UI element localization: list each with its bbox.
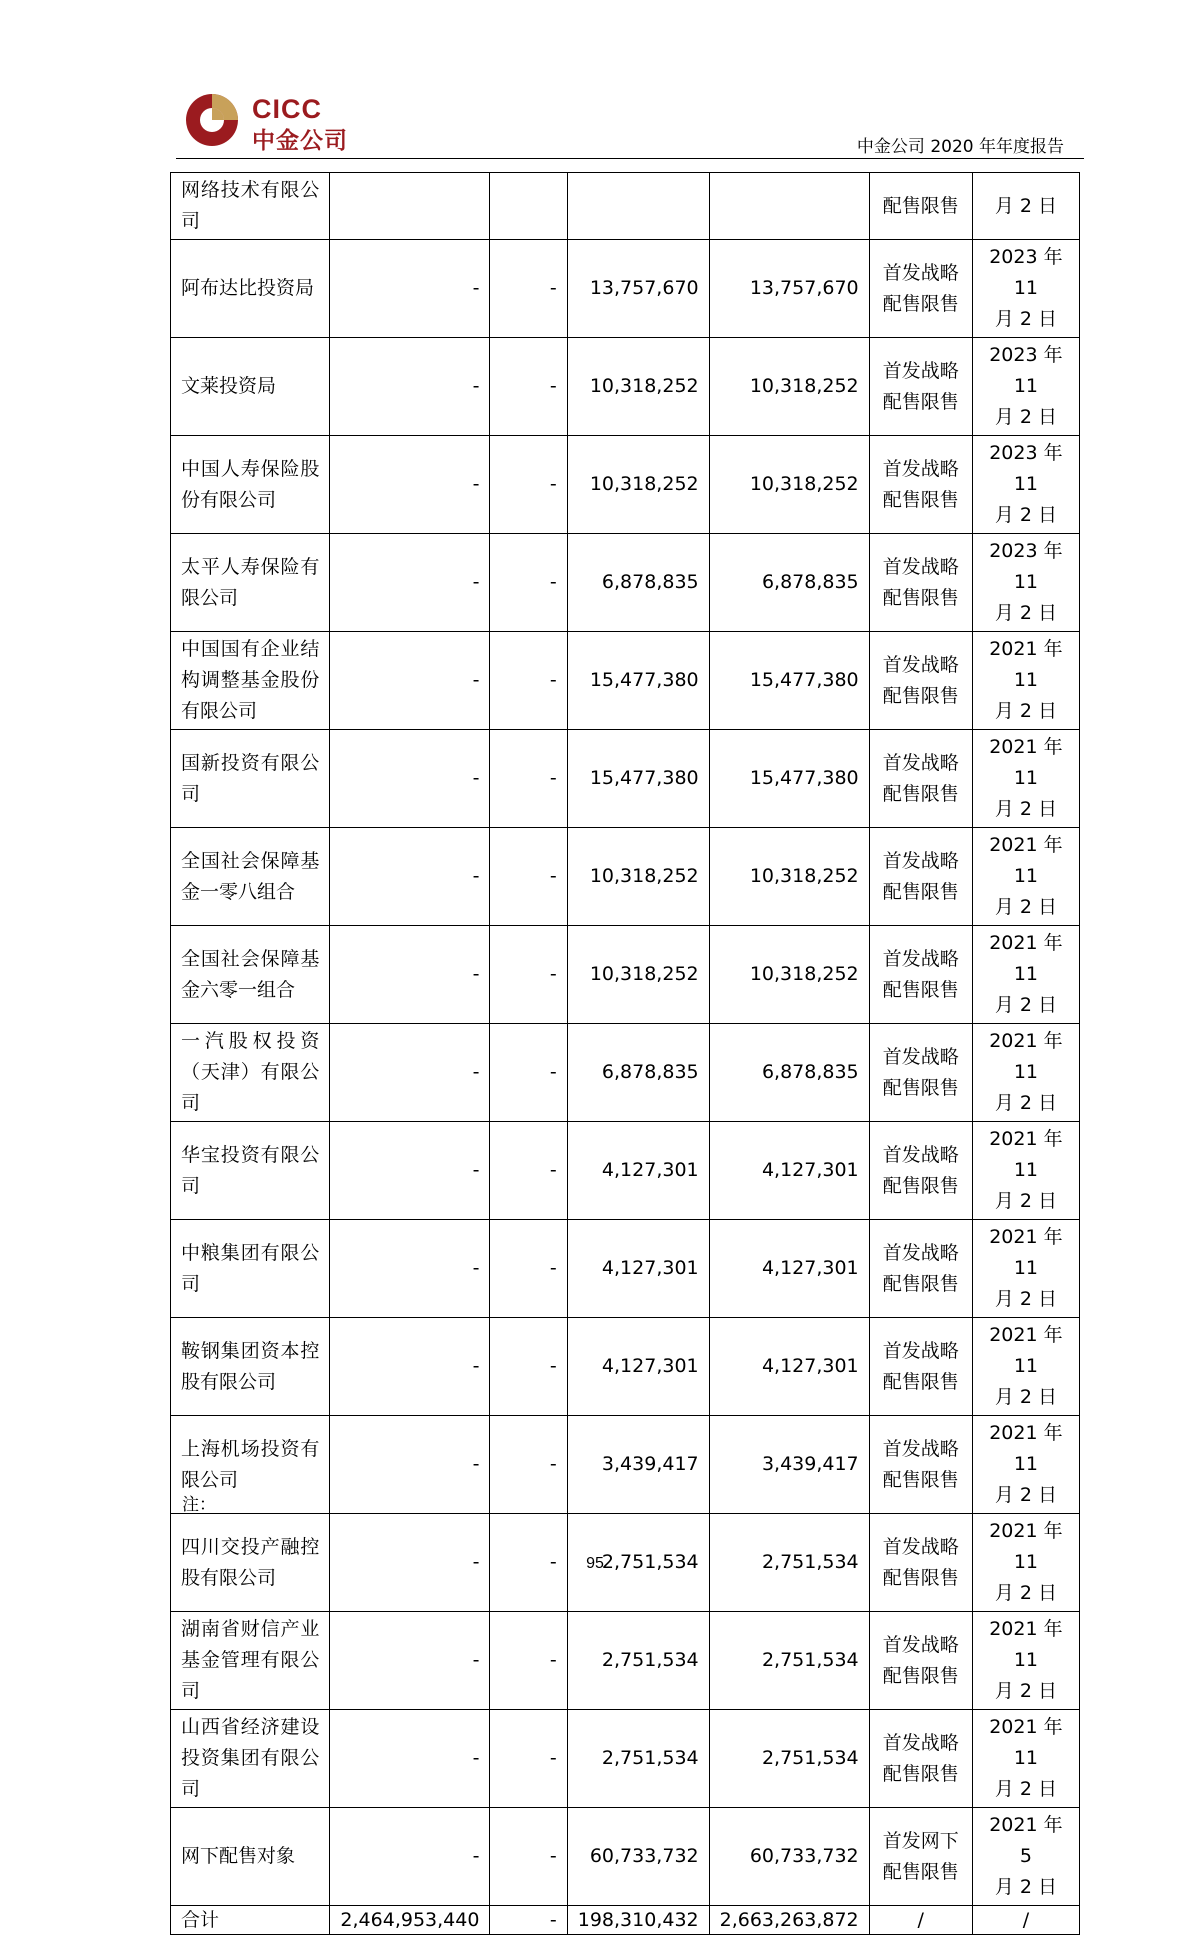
restriction-reason-cell <box>869 1122 972 1220</box>
restriction-reason-line: 配售限售 <box>882 1174 959 1197</box>
restriction-reason-line: 配售限售 <box>882 1664 959 1687</box>
restriction-reason-line: 配售限售 <box>882 194 959 217</box>
release-date-cell <box>972 926 1079 1024</box>
release-date-line: 2023 年 11 <box>989 246 1063 299</box>
table-row <box>171 1122 1080 1220</box>
restriction-reason-cell <box>869 1024 972 1122</box>
increased-restricted-cell: 6,878,835 <box>567 534 709 632</box>
holder-name-line: 四川交投产融控 <box>181 1535 320 1558</box>
holder-name-cell <box>171 632 330 730</box>
restriction-reason-line: 配售限售 <box>882 880 959 903</box>
restriction-reason-line: 首发战略 <box>882 457 959 480</box>
restriction-reason-line: 配售限售 <box>882 782 959 805</box>
restriction-reason-line: 配售限售 <box>882 292 959 315</box>
release-date-line: 2021 年 11 <box>989 1520 1063 1573</box>
restriction-reason-line: 配售限售 <box>882 1272 959 1295</box>
table-row <box>171 1612 1080 1710</box>
logo-text-cn: 中金公司 <box>252 128 348 154</box>
closing-restricted-cell: 13,757,670 <box>709 240 869 338</box>
opening-restricted-cell: - <box>330 632 490 730</box>
release-date-cell <box>972 1024 1079 1122</box>
released-cell: - <box>490 1808 567 1906</box>
restriction-reason-line: 首发战略 <box>882 1339 959 1362</box>
increased-restricted-cell: 4,127,301 <box>567 1318 709 1416</box>
table-row <box>171 632 1080 730</box>
holder-name-line: 全国社会保障基 <box>181 849 320 872</box>
opening-restricted-cell: - <box>330 1612 490 1710</box>
restriction-reason-line: 配售限售 <box>882 1468 959 1491</box>
holder-name-cell <box>171 1710 330 1808</box>
restriction-reason-line: 首发战略 <box>882 1241 959 1264</box>
holder-name-cell <box>171 1318 330 1416</box>
released-cell <box>490 173 567 240</box>
total-label-cell: 合计 <box>171 1906 330 1935</box>
closing-restricted-cell: 3,439,417 <box>709 1416 869 1514</box>
release-date-cell <box>972 1416 1079 1514</box>
table-row <box>171 173 1080 240</box>
restriction-reason-line: 配售限售 <box>882 978 959 1001</box>
increased-restricted-cell: 3,439,417 <box>567 1416 709 1514</box>
table-row <box>171 1318 1080 1416</box>
release-date-line: 2021 年 11 <box>989 736 1063 789</box>
closing-restricted-cell: 4,127,301 <box>709 1318 869 1416</box>
release-date-cell <box>972 534 1079 632</box>
increased-restricted-cell: 6,878,835 <box>567 1024 709 1122</box>
release-date-line: 2021 年 11 <box>989 1324 1063 1377</box>
opening-restricted-cell: - <box>330 240 490 338</box>
holder-name-line: 股有限公司 <box>181 1566 277 1589</box>
release-date-line: 月 2 日 <box>994 1190 1057 1212</box>
released-cell: - <box>490 338 567 436</box>
increased-restricted-cell: 10,318,252 <box>567 828 709 926</box>
closing-restricted-cell: 2,751,534 <box>709 1514 869 1612</box>
table-row <box>171 1710 1080 1808</box>
page-header <box>176 88 1084 160</box>
restriction-reason-line: 首发战略 <box>882 653 959 676</box>
holder-name-line: 全国社会保障基 <box>181 947 320 970</box>
note-label: 注： <box>182 1495 216 1515</box>
restriction-reason-cell <box>869 1416 972 1514</box>
closing-restricted-cell: 10,318,252 <box>709 338 869 436</box>
restriction-reason-line: 首发战略 <box>882 261 959 284</box>
restriction-reason-cell <box>869 1612 972 1710</box>
holder-name-line: 基金管理有限公 <box>181 1649 320 1671</box>
opening-restricted-cell: - <box>330 1514 490 1612</box>
restriction-reason-cell <box>869 926 972 1024</box>
released-cell: - <box>490 436 567 534</box>
restriction-reason-line: 首发战略 <box>882 1731 959 1754</box>
release-date-line: 月 2 日 <box>994 1092 1057 1114</box>
holder-name-line: 司 <box>181 1778 201 1800</box>
closing-restricted-cell: 10,318,252 <box>709 926 869 1024</box>
holder-name-line: 司 <box>181 782 201 805</box>
holder-name-cell <box>171 173 330 240</box>
release-date-line: 2021 年 11 <box>989 1226 1063 1279</box>
release-date-cell <box>972 1710 1079 1808</box>
release-date-cell <box>972 436 1079 534</box>
closing-restricted-cell: 10,318,252 <box>709 436 869 534</box>
table-row <box>171 1220 1080 1318</box>
total-increased-cell: 198,310,432 <box>567 1906 709 1935</box>
restriction-reason-line: 配售限售 <box>882 1860 959 1883</box>
holder-name-line: 司 <box>181 1680 201 1702</box>
released-cell: - <box>490 632 567 730</box>
release-date-line: 月 2 日 <box>994 1778 1057 1800</box>
closing-restricted-cell: 6,878,835 <box>709 1024 869 1122</box>
restriction-reason-cell <box>869 338 972 436</box>
restriction-reason-line: 首发战略 <box>882 751 959 774</box>
release-date-line: 2021 年 11 <box>989 1618 1063 1671</box>
closing-restricted-cell: 2,751,534 <box>709 1612 869 1710</box>
holder-name-cell <box>171 828 330 926</box>
opening-restricted-cell: - <box>330 534 490 632</box>
released-cell: - <box>490 730 567 828</box>
increased-restricted-cell: 60,733,732 <box>567 1808 709 1906</box>
holder-name-line: 司 <box>181 1174 201 1197</box>
restriction-reason-cell <box>869 1710 972 1808</box>
total-released-cell: - <box>490 1906 567 1935</box>
release-date-line: 月 2 日 <box>994 194 1057 217</box>
restriction-reason-line: 配售限售 <box>882 1762 959 1785</box>
restriction-reason-cell <box>869 632 972 730</box>
release-date-cell <box>972 632 1079 730</box>
holder-name-line: 文莱投资局 <box>181 375 277 397</box>
total-closing-cell: 2,663,263,872 <box>709 1906 869 1935</box>
increased-restricted-cell: 4,127,301 <box>567 1220 709 1318</box>
table-row <box>171 240 1080 338</box>
restriction-reason-line: 配售限售 <box>882 488 959 511</box>
released-cell: - <box>490 1318 567 1416</box>
holder-name-line: 中粮集团有限公 <box>181 1241 320 1264</box>
holder-name-line: 限公司 <box>181 586 239 609</box>
release-date-line: 2021 年 11 <box>989 932 1063 985</box>
opening-restricted-cell: - <box>330 828 490 926</box>
release-date-line: 2021 年 5 <box>989 1814 1063 1867</box>
release-date-line: 2023 年 11 <box>989 344 1063 397</box>
release-date-line: 2021 年 11 <box>989 1716 1063 1769</box>
increased-restricted-cell <box>567 173 709 240</box>
opening-restricted-cell: - <box>330 1318 490 1416</box>
restriction-reason-cell <box>869 240 972 338</box>
opening-restricted-cell <box>330 173 490 240</box>
opening-restricted-cell: - <box>330 436 490 534</box>
holder-name-line: 一汽股权投资 <box>181 1030 320 1052</box>
increased-restricted-cell: 4,127,301 <box>567 1122 709 1220</box>
release-date-line: 月 2 日 <box>994 700 1057 722</box>
holder-name-line: 华宝投资有限公 <box>181 1143 320 1166</box>
opening-restricted-cell: - <box>330 1024 490 1122</box>
restriction-reason-line: 配售限售 <box>882 1370 959 1393</box>
restriction-reason-line: 首发战略 <box>882 947 959 970</box>
opening-restricted-cell: - <box>330 730 490 828</box>
release-date-cell <box>972 240 1079 338</box>
release-date-cell <box>972 173 1079 240</box>
increased-restricted-cell: 2,751,534 <box>567 1612 709 1710</box>
opening-restricted-cell: - <box>330 926 490 1024</box>
released-cell: - <box>490 1220 567 1318</box>
release-date-line: 月 2 日 <box>994 1876 1057 1898</box>
restriction-reason-line: 配售限售 <box>882 586 959 609</box>
restriction-reason-cell <box>869 534 972 632</box>
holder-name-line: 阿布达比投资局 <box>181 277 315 299</box>
restriction-reason-cell <box>869 828 972 926</box>
released-cell: - <box>490 1612 567 1710</box>
holder-name-line: 鞍钢集团资本控 <box>181 1339 320 1362</box>
page-number: 95 <box>586 1555 604 1572</box>
release-date-line: 2021 年 11 <box>989 1030 1063 1083</box>
restriction-reason-line: 首发战略 <box>882 1535 959 1558</box>
holder-name-cell <box>171 926 330 1024</box>
holder-name-line: 司 <box>181 1272 201 1295</box>
closing-restricted-cell: 15,477,380 <box>709 730 869 828</box>
holder-name-line: 股有限公司 <box>181 1370 277 1393</box>
opening-restricted-cell: - <box>330 1808 490 1906</box>
restriction-reason-line: 首发战略 <box>882 1143 959 1166</box>
opening-restricted-cell: - <box>330 1416 490 1514</box>
total-opening-cell: 2,464,953,440 <box>330 1906 490 1935</box>
holder-name-line: 国新投资有限公 <box>181 751 320 774</box>
released-cell: - <box>490 1024 567 1122</box>
cicc-logo-icon <box>184 92 240 148</box>
release-date-line: 月 2 日 <box>994 896 1057 918</box>
holder-name-line: 限公司 <box>181 1468 239 1491</box>
table-row <box>171 1024 1080 1122</box>
holder-name-line: 司 <box>181 1092 201 1114</box>
increased-restricted-cell: 10,318,252 <box>567 338 709 436</box>
total-row <box>171 1906 1080 1935</box>
release-date-cell <box>972 1612 1079 1710</box>
release-date-cell <box>972 1808 1079 1906</box>
release-date-line: 2021 年 11 <box>989 638 1063 691</box>
increased-restricted-cell: 10,318,252 <box>567 436 709 534</box>
restriction-reason-line: 首发战略 <box>882 1045 959 1068</box>
holder-name-line: 金一零八组合 <box>181 880 296 903</box>
release-date-cell <box>972 1318 1079 1416</box>
restriction-reason-line: 首发战略 <box>882 849 959 872</box>
holder-name-cell <box>171 338 330 436</box>
table-row <box>171 730 1080 828</box>
released-cell: - <box>490 828 567 926</box>
restriction-reason-line: 首发战略 <box>882 1437 959 1460</box>
released-cell: - <box>490 534 567 632</box>
restriction-reason-line: 配售限售 <box>882 1566 959 1589</box>
release-date-line: 月 2 日 <box>994 504 1057 526</box>
holder-name-line: 有限公司 <box>181 700 258 722</box>
release-date-line: 2021 年 11 <box>989 1128 1063 1181</box>
table-row <box>171 1416 1080 1514</box>
table-row <box>171 534 1080 632</box>
holder-name-cell <box>171 1612 330 1710</box>
restriction-reason-cell <box>869 1220 972 1318</box>
total-date-cell: / <box>972 1906 1079 1935</box>
holder-name-cell <box>171 1220 330 1318</box>
table-row <box>171 1808 1080 1906</box>
release-date-cell <box>972 1220 1079 1318</box>
restriction-reason-line: 配售限售 <box>882 684 959 707</box>
holder-name-cell <box>171 534 330 632</box>
release-date-line: 月 2 日 <box>994 406 1057 428</box>
restriction-reason-cell <box>869 173 972 240</box>
holder-name-line: 中国国有企业结 <box>181 638 320 660</box>
opening-restricted-cell: - <box>330 1710 490 1808</box>
holder-name-line: 司 <box>181 210 201 232</box>
restriction-reason-cell <box>869 730 972 828</box>
holder-name-cell <box>171 1024 330 1122</box>
closing-restricted-cell <box>709 173 869 240</box>
closing-restricted-cell: 15,477,380 <box>709 632 869 730</box>
table-row <box>171 338 1080 436</box>
release-date-line: 月 2 日 <box>994 994 1057 1016</box>
release-date-cell <box>972 1122 1079 1220</box>
opening-restricted-cell: - <box>330 1220 490 1318</box>
increased-restricted-cell: 2,751,534 <box>567 1514 709 1612</box>
release-date-line: 月 2 日 <box>994 1582 1057 1604</box>
holder-name-line: 份有限公司 <box>181 488 277 511</box>
holder-name-cell <box>171 436 330 534</box>
released-cell: - <box>490 1122 567 1220</box>
increased-restricted-cell: 10,318,252 <box>567 926 709 1024</box>
closing-restricted-cell: 4,127,301 <box>709 1220 869 1318</box>
closing-restricted-cell: 60,733,732 <box>709 1808 869 1906</box>
restriction-reason-line: 配售限售 <box>882 1076 959 1099</box>
closing-restricted-cell: 6,878,835 <box>709 534 869 632</box>
released-cell: - <box>490 1514 567 1612</box>
table-row <box>171 436 1080 534</box>
holder-name-line: 太平人寿保险有 <box>181 555 320 578</box>
closing-restricted-cell: 4,127,301 <box>709 1122 869 1220</box>
restricted-shares-table <box>170 172 1080 1935</box>
release-date-line: 2021 年 11 <box>989 834 1063 887</box>
released-cell: - <box>490 1710 567 1808</box>
holder-name-line: 构调整基金股份 <box>181 669 320 691</box>
holder-name-line: 网络技术有限公 <box>181 179 320 201</box>
release-date-line: 月 2 日 <box>994 1484 1057 1506</box>
total-reason-cell: / <box>869 1906 972 1935</box>
header-divider <box>176 158 1084 159</box>
released-cell: - <box>490 926 567 1024</box>
opening-restricted-cell: - <box>330 338 490 436</box>
holder-name-cell <box>171 730 330 828</box>
restriction-reason-cell <box>869 1808 972 1906</box>
release-date-line: 月 2 日 <box>994 602 1057 624</box>
restriction-reason-cell <box>869 1318 972 1416</box>
release-date-line: 月 2 日 <box>994 1288 1057 1310</box>
holder-name-cell <box>171 1122 330 1220</box>
holder-name-line: （天津）有限公 <box>181 1061 320 1083</box>
holder-name-line: 上海机场投资有 <box>181 1437 320 1460</box>
restriction-reason-line: 首发战略 <box>882 359 959 382</box>
holder-name-line: 投资集团有限公 <box>181 1747 320 1769</box>
increased-restricted-cell: 2,751,534 <box>567 1710 709 1808</box>
restriction-reason-line: 配售限售 <box>882 390 959 413</box>
restriction-reason-line: 首发战略 <box>882 1633 959 1656</box>
closing-restricted-cell: 10,318,252 <box>709 828 869 926</box>
restriction-reason-line: 首发战略 <box>882 555 959 578</box>
released-cell: - <box>490 1416 567 1514</box>
release-date-line: 月 2 日 <box>994 308 1057 330</box>
release-date-line: 月 2 日 <box>994 1386 1057 1408</box>
release-date-line: 月 2 日 <box>994 798 1057 820</box>
release-date-line: 2023 年 11 <box>989 540 1063 593</box>
logo-text-en: CICC <box>252 94 322 124</box>
restriction-reason-line: 首发网下 <box>882 1829 959 1852</box>
table-row <box>171 926 1080 1024</box>
release-date-line: 2021 年 11 <box>989 1422 1063 1475</box>
release-date-line: 2023 年 11 <box>989 442 1063 495</box>
holder-name-line: 网下配售对象 <box>181 1845 296 1867</box>
restriction-reason-cell <box>869 436 972 534</box>
opening-restricted-cell: - <box>330 1122 490 1220</box>
report-title: 中金公司 2020 年年度报告 <box>856 137 1064 157</box>
cicc-logo <box>184 92 384 156</box>
release-date-cell <box>972 828 1079 926</box>
release-date-cell <box>972 730 1079 828</box>
table-row <box>171 828 1080 926</box>
holder-name-line: 山西省经济建设 <box>181 1716 320 1738</box>
increased-restricted-cell: 15,477,380 <box>567 632 709 730</box>
holder-name-line: 中国人寿保险股 <box>181 457 320 480</box>
released-cell: - <box>490 240 567 338</box>
holder-name-cell <box>171 240 330 338</box>
closing-restricted-cell: 2,751,534 <box>709 1710 869 1808</box>
holder-name-line: 湖南省财信产业 <box>181 1618 320 1640</box>
release-date-cell <box>972 338 1079 436</box>
increased-restricted-cell: 13,757,670 <box>567 240 709 338</box>
holder-name-cell <box>171 1808 330 1906</box>
release-date-line: 月 2 日 <box>994 1680 1057 1702</box>
holder-name-line: 金六零一组合 <box>181 978 296 1001</box>
increased-restricted-cell: 15,477,380 <box>567 730 709 828</box>
